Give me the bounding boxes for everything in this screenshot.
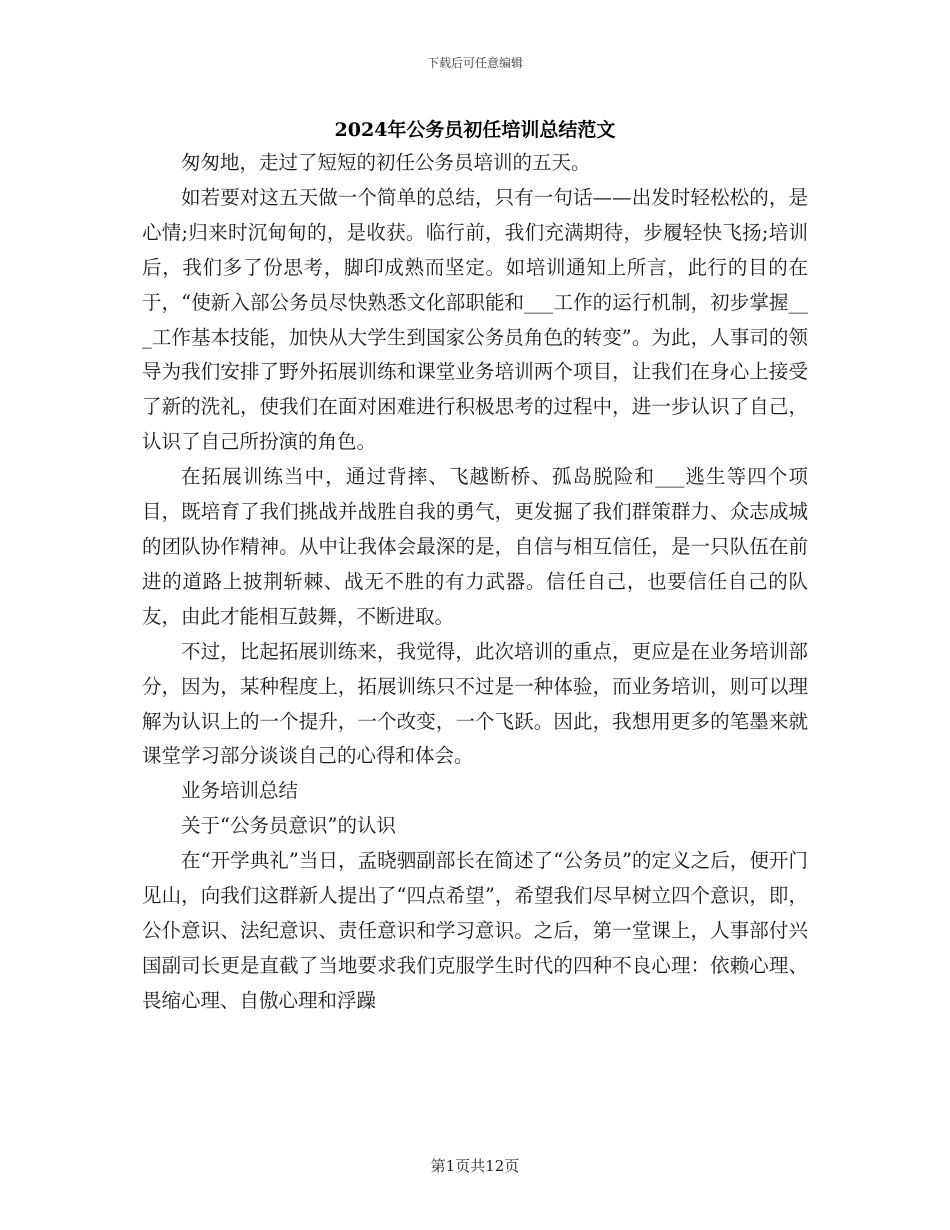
paragraph-4: 不过，比起拓展训练来，我觉得，此次培训的重点，更应是在业务培训部分，因为，某种程度上，拓展训练只不过是一种体验，而业务培训，则可以理解为认识上的一个提升，一个改变，一个飞跃。因此，我想用更多的笔墨来就课堂学习部分谈谈自己的心得和体会。 — [142, 639, 808, 768]
page-header: 下载后可任意编辑 — [426, 56, 523, 70]
paragraph-1: 匆匆地，走过了短短的初任公务员培训的五天。 — [181, 151, 591, 174]
page-number: 第1页共12页 — [430, 1157, 520, 1175]
document-body — [142, 146, 808, 1019]
paragraph-2: 如若要对这五天做一个简单的总结，只有一句话——出发时轻松松的，是心情;归来时沉甸甸的，是收获。临行前，我们充满期待，步履轻快飞扬;培训后，我们多了份思考，脚印成熟而坚定。如培训通知上所言，此行的目的在于，“使新入部公务员尽快熟悉文化部职能和___工作的运行机制，初步掌握___工作基本技能，加快从大学生到国家公务员角色的转变”。为此，人事司的领导为我们安排了野外拓展训练和课堂业务培训两个项目，让我们在身心上接受了新的洗礼，使我们在面对困难进行积极思考的过程中，进一步认识了自己，认识了自己所扮演的角色。 — [142, 185, 808, 454]
paragraph-5: 在“开学典礼”当日，孟晓驷副部长在简述了“公务员”的定义之后，便开门见山，向我们这群新人提出了“四点希望”，希望我们尽早树立四个意识，即，公仆意识、法纪意识、责任意识和学习意识。之后，第一堂课上，人事部付兴国副司长更是直截了当地要求我们克服学生时代的四种不良心理：依赖心理、畏缩心理、自傲心理和浮躁 — [142, 849, 808, 1012]
subsection-heading: 关于“公务员意识”的认识 — [181, 814, 396, 838]
paragraph-3: 在拓展训练当中，通过背摔、飞越断桥、孤岛脱险和___逃生等四个项目，既培育了我们挑战并战胜自我的勇气，更发掘了我们群策群力、众志成城的团队协作精神。从中让我体会最深的是，自信与相互信任，是一只队伍在前进的道路上披荆斩棘、战无不胜的有力武器。信任自己，也要信任自己的队友，由此才能相互鼓舞，不断进取。 — [142, 465, 808, 628]
document-title: 2024年公务员初任培训总结范文 — [334, 119, 616, 141]
section-heading: 业务培训总结 — [181, 779, 299, 803]
